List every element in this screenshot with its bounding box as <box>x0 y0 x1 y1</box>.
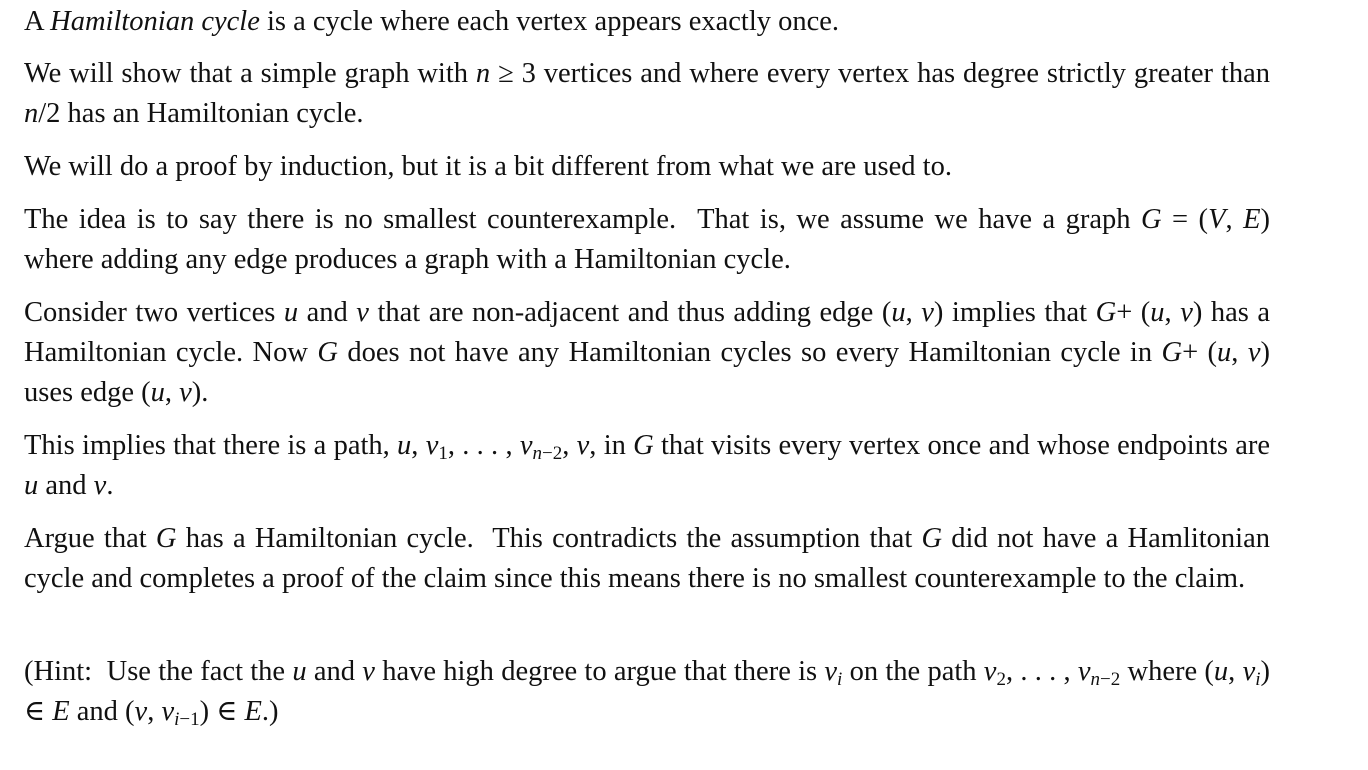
paragraph-proof-method: We will do a proof by induction, but it is a bit different from what we are used to. <box>24 151 952 182</box>
paragraph-claim: We will show that a simple graph with n ≥ 3 vertices and where every vertex has degree strictly greater than n/2 has an Hamiltonian cycle. <box>24 58 1271 129</box>
paragraph-hamiltonian-definition: A Hamiltonian cycle is a cycle where each vertex appears exactly once. <box>24 6 840 37</box>
paragraph-consider-vertices: Consider two vertices u and v that are non-adjacent and thus adding edge (u, v) implies that G+ (u, v) has a Hamiltonian cycle. Now G does not have any Hamiltonian cycles so every Hamiltonian cycle in G+ (u, v) uses edge (u, v). <box>24 297 1271 408</box>
paragraph-path: This implies that there is a path, u, $v_1$, . . . , $v_{n-2}$, v, in G that visits every vertex once and whose endpoints are u and v. <box>24 430 1271 501</box>
paragraph-idea: The idea is to say there is no smallest counterexample. That is, we assume we have a graph G = (V, E) where adding any edge produces a graph with a Hamiltonian cycle. <box>24 204 1271 275</box>
paragraph-hint: (Hint: Use the fact the u and v have high degree to argue that there is $v_i$ on the path $v_2$, . . . , $v_{n-2}$ where (u, $v_i$) ∈ E and (v, $v_{i-1}$) ∈ E.) <box>24 656 1270 730</box>
paragraph-argue: Argue that G has a Hamiltonian cycle. This contradicts the assumption that G did not have a Hamlitonian cycle and completes a proof of the claim since this means there is no smallest counterexample to the claim. <box>24 523 1270 594</box>
